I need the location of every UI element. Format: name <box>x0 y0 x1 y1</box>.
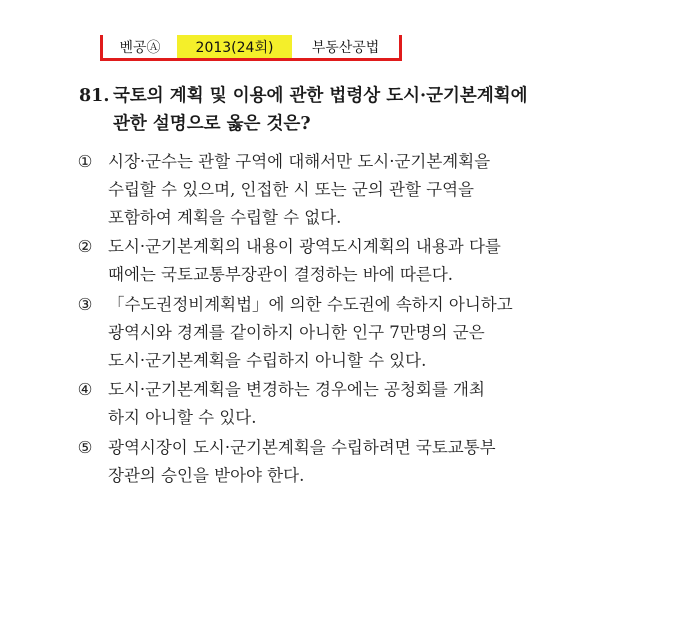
option-line: 광역시장이 도시·군기본계획을 수립하려면 국토교통부 <box>108 438 496 457</box>
answer-option-2[interactable] <box>73 233 501 289</box>
option-line: 도시·군기본계획을 변경하는 경우에는 공청회를 개최 <box>108 380 485 399</box>
source-tag: 벤공Ⓐ <box>119 39 161 56</box>
option-line: 「수도권정비계획법」에 의한 수도권에 속하지 아니하고 <box>108 295 513 314</box>
question-text-2: 관한 설명으로 옳은 것은? <box>113 114 311 134</box>
option-line: 도시·군기본계획을 수립하지 아니할 수 있다. <box>108 351 427 370</box>
option-line: 시장·군수는 관할 구역에 대해서만 도시·군기본계획을 <box>108 152 491 171</box>
answer-option-3[interactable] <box>73 291 513 375</box>
option-text <box>108 376 485 432</box>
exam-header <box>100 35 402 61</box>
answer-option-1[interactable] <box>73 148 490 232</box>
question-stem <box>79 82 599 138</box>
option-text <box>108 148 490 232</box>
question-text-1: 국토의 계획 및 이용에 관한 법령상 도시·군기본계획에 <box>113 86 528 106</box>
option-line: 때에는 국토교통부장관이 결정하는 바에 따른다. <box>108 265 454 284</box>
year-tag: 2013(24회) <box>177 35 292 58</box>
answer-option-4[interactable] <box>73 376 485 432</box>
option-text <box>108 434 496 490</box>
option-marker: ③ <box>77 295 93 314</box>
option-line: 도시·군기본계획의 내용이 광역도시계획의 내용과 다를 <box>108 237 501 256</box>
option-text <box>108 233 501 289</box>
option-marker: ④ <box>77 380 93 399</box>
question-line-1 <box>79 82 599 110</box>
option-line: 장관의 승인을 받아야 한다. <box>108 466 305 485</box>
option-text <box>108 291 513 375</box>
option-line: 포함하여 계획을 수립할 수 없다. <box>108 208 342 227</box>
option-marker: ⑤ <box>77 438 93 457</box>
option-line: 하지 아니할 수 있다. <box>108 408 257 427</box>
option-marker: ① <box>77 152 93 171</box>
answer-option-5[interactable] <box>73 434 496 490</box>
option-line: 광역시와 경계를 같이하지 아니한 인구 7만명의 군은 <box>108 323 485 342</box>
option-line: 수립할 수 있으며, 인접한 시 또는 군의 관할 구역을 <box>108 180 474 199</box>
subject-tag: 부동산공법 <box>311 39 380 56</box>
question-number: 81. <box>79 86 110 106</box>
option-marker: ② <box>77 237 93 256</box>
